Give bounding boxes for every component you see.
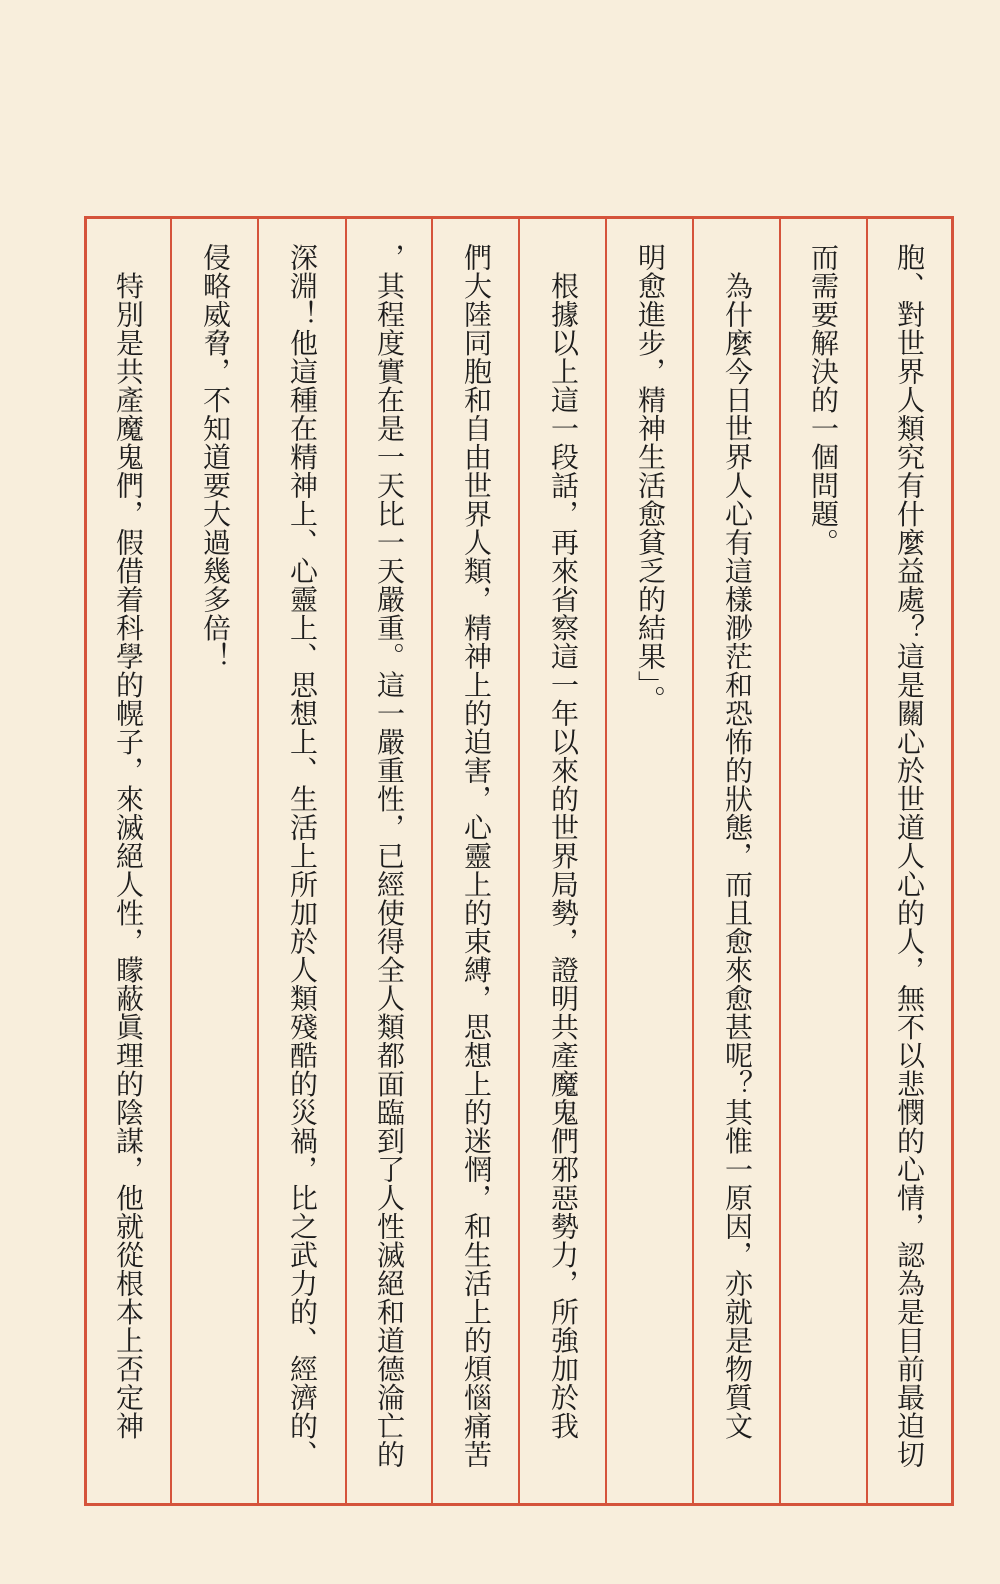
column-divider [605,216,607,1506]
column-divider [170,216,172,1506]
text-column-1: 胞、對世界人類究有什麼益處？這是關心於世道人心的人，無不以悲憫的心情，認為是目前最迫切 [893,243,926,1469]
column-divider [866,216,868,1506]
text-column-5: 根據以上這一段話，再來省察這一年以來的世界局勢，證明共產魔鬼們邪惡勢力，所強加於我 [547,243,580,1440]
column-divider [518,216,520,1506]
text-column-2: 而需要解決的一個問題。 [807,243,840,557]
column-divider [431,216,433,1506]
column-divider [779,216,781,1506]
text-column-6: 們大陸同胞和自由世界人類，精神上的迫害，心靈上的束縛，思想上的迷惘，和生活上的煩惱痛苦 [460,243,493,1469]
text-column-8: 深淵！他這種在精神上、心靈上、思想上、生活上所加於人類殘酷的災禍，比之武力的、經濟的、 [286,243,319,1469]
column-divider [257,216,259,1506]
text-column-9: 侵略威脅，不知道要大過幾多倍！ [199,243,232,671]
text-column-7: ，其程度實在是一天比一天嚴重。這一嚴重性，已經使得全人類都面臨到了人性滅絕和道德淪亡的 [373,243,406,1469]
text-column-3: 為什麼今日世界人心有這樣渺茫和恐怖的狀態，而且愈來愈甚呢？其惟一原因，亦就是物質文 [721,243,754,1440]
text-column-4: 明愈進步，精神生活愈貧乏的結果」。 [634,243,667,714]
text-column-10: 特別是共產魔鬼們，假借着科學的幌子，來滅絕人性，矇蔽眞理的陰謀，他就從根本上否定神 [112,243,145,1440]
column-divider [345,216,347,1506]
column-divider [692,216,694,1506]
